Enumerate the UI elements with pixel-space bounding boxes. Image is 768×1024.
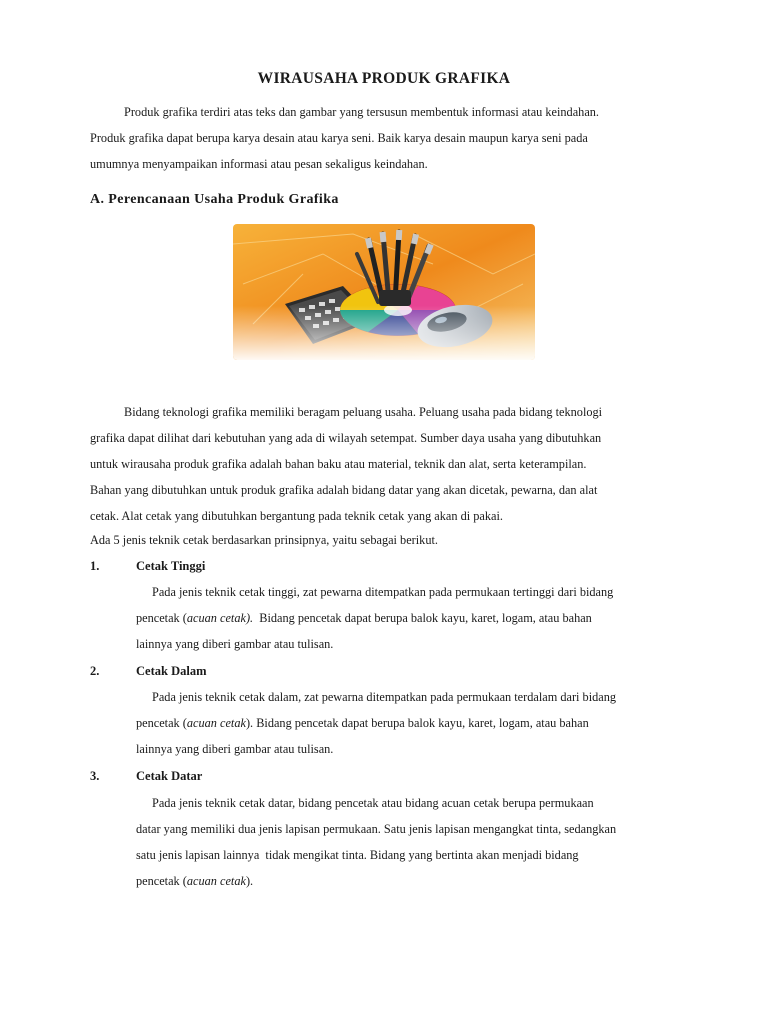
- body-line: untuk wirausaha produk grafika adalah bahan baku atau material, teknik dan alat, serta keterampilan.: [90, 457, 587, 471]
- list-item-heading: [90, 664, 206, 679]
- intro-line: Produk grafika terdiri atas teks dan gambar yang tersusun membentuk informasi atau keindahan.: [124, 105, 599, 119]
- list-item-line: lainnya yang diberi gambar atau tulisan.: [136, 637, 334, 651]
- list-item-text: pencetak (: [136, 874, 187, 888]
- section-a-heading: A. Perencanaan Usaha Produk Grafika: [90, 192, 339, 207]
- list-item-heading: [90, 559, 205, 574]
- list-item-emphasis: acuan cetak: [186, 874, 246, 888]
- illustration-svg: [233, 224, 535, 360]
- list-item-line: lainnya yang diberi gambar atau tulisan.: [136, 742, 334, 756]
- list-item-text: pencetak (: [136, 716, 187, 730]
- list-item-number: 2.: [90, 664, 100, 678]
- list-item-line: [136, 605, 696, 631]
- intro-line: Produk grafika dapat berupa karya desain atau karya seni. Baik karya desain maupun karya seni pada: [90, 131, 588, 145]
- body-line: Bahan yang dibutuhkan untuk produk grafika adalah bidang datar yang akan dicetak, pewarna, dan alat: [90, 483, 598, 497]
- intro-paragraph: [90, 99, 690, 177]
- list-item-line: datar yang memiliki dua jenis lapisan permukaan. Satu jenis lapisan mengangkat tinta, sedangkan: [136, 822, 617, 836]
- body-line: cetak. Alat cetak yang dibutuhkan bergantung pada teknik cetak yang akan di pakai.: [90, 509, 503, 523]
- body-line: Bidang teknologi grafika memiliki beragam peluang usaha. Peluang usaha pada bidang teknologi: [124, 405, 603, 419]
- list-item-body: [136, 684, 696, 762]
- list-intro-line: Ada 5 jenis teknik cetak berdasarkan prinsipnya, yaitu sebagai berikut.: [90, 533, 438, 547]
- list-item-line: [136, 868, 696, 894]
- list-item-line: satu jenis lapisan lainnya tidak mengikat tinta. Bidang yang bertinta akan menjadi bidang: [136, 848, 579, 862]
- list-item-line: Pada jenis teknik cetak datar, bidang pencetak atau bidang acuan cetak berupa permukaan: [152, 796, 594, 810]
- graphics-tools-illustration: [233, 224, 535, 360]
- list-item-line: Pada jenis teknik cetak dalam, zat pewarna ditempatkan pada permukaan terdalam dari bidang: [152, 690, 617, 704]
- list-item-text: ).: [245, 874, 254, 888]
- list-item-number: 3.: [90, 769, 100, 783]
- list-item-text: ). Bidang pencetak dapat berupa balok kayu, karet, logam, atau bahan: [245, 716, 589, 730]
- list-item-body: [136, 579, 696, 657]
- intro-line: umumnya menyampaikan informasi atau pesan sekaligus keindahan.: [90, 157, 428, 171]
- list-item-body: [136, 790, 696, 894]
- list-item-title: Cetak Tinggi: [136, 559, 206, 573]
- list-item-line: [136, 710, 696, 736]
- list-item-emphasis: acuan cetak: [186, 716, 246, 730]
- document-title: WIRAUSAHA PRODUK GRAFIKA: [257, 70, 511, 87]
- body-paragraph: [90, 399, 690, 529]
- list-item-emphasis: acuan cetak).: [186, 611, 254, 625]
- list-item-number: 1.: [90, 559, 100, 573]
- list-item-title: Cetak Dalam: [136, 664, 207, 678]
- list-item-heading: [90, 769, 202, 784]
- list-item-title: Cetak Datar: [136, 769, 203, 783]
- list-item-text: pencetak (: [136, 611, 187, 625]
- list-item-line: Pada jenis teknik cetak tinggi, zat pewarna ditempatkan pada permukaan tertinggi dari bidang: [152, 585, 614, 599]
- list-intro: [90, 527, 690, 553]
- body-line: grafika dapat dilihat dari kebutuhan yang ada di wilayah setempat. Sumber daya usaha yang dibutuhkan: [90, 431, 602, 445]
- list-item-text: Bidang pencetak dapat berupa balok kayu, karet, logam, atau bahan: [253, 611, 592, 625]
- bottom-fade: [233, 224, 535, 360]
